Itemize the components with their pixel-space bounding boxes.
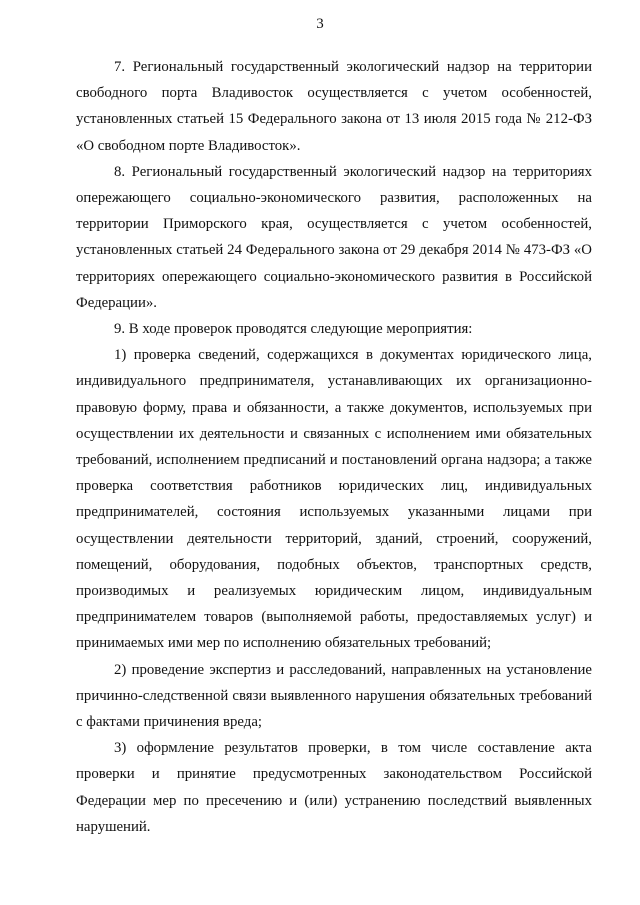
list-item-2-expertise: 2) проведение экспертиз и расследований, направленных на установление причинно-следственной связи выявленного нарушения обязательных требований с фактами причинения вреда; (76, 661, 592, 731)
list-item-3-results-registration: 3) оформление результатов проверки, в том числе составление акта проверки и принятие предусмотренных законодательством Российской Федерации мер по пресечению и (или) устранению последствий выявленных нарушений. (76, 740, 592, 835)
paragraph-7-vladivostok-free-port: 7. Региональный государственный экологический надзор на территории свободного порта Владивосток осуществляется с учетом особенностей, установленных статьей 15 Федерального закона от 13 июля 2015 года № 212-ФЗ «О свободном порте Владивосток». (76, 59, 592, 154)
document-body (76, 54, 592, 840)
paragraph-9-inspection-activities: 9. В ходе проверок проводятся следующие мероприятия: (114, 321, 473, 338)
page-number: 3 (316, 16, 324, 32)
list-item-1-document-check: 1) проверка сведений, содержащихся в документах юридического лица, индивидуального предпринимателя, устанавливающих их организационно-правовую форму, права и обязанности, а также документов, используемых при осуществлении их деятельности и связанных с исполнением ими обязательных требований, исполнением предписаний и постановлений органа надзора; а также проверка соответствия работников юридических лиц, индивидуальных предпринимателей, состояния используемых указанными лицами при осуществлении деятельности территорий, зданий, строений, сооружений, помещений, оборудования, подобных объектов, транспортных средств, производимых и реализуемых юридическим лицом, индивидуальным предпринимателем товаров (выполняемой работы, предоставляемых услуг) и принимаемых ими мер по исполнению обязательных требований; (76, 347, 592, 652)
paragraph-8-advanced-development-territories: 8. Региональный государственный экологический надзор на территориях опережающего социально-экономического развития, расположенных на территории Приморского края, осуществляется с учетом особенностей, установленных статьей 24 Федерального закона от 29 декабря 2014 № 473-ФЗ «О территориях опережающего социально-экономического развития в Российской Федерации». (76, 163, 592, 311)
